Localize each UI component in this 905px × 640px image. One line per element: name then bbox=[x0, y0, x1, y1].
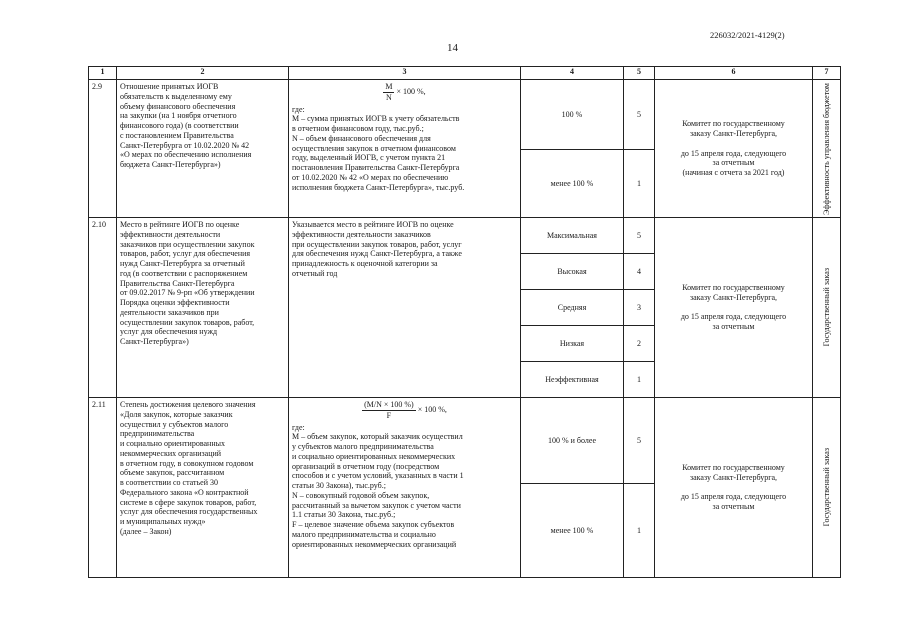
criterion-value: Максимальная bbox=[521, 218, 624, 254]
row-number: 2.11 bbox=[89, 398, 117, 578]
row-number: 2.10 bbox=[89, 218, 117, 398]
header-col-3: 3 bbox=[289, 67, 521, 80]
table-row bbox=[89, 218, 841, 254]
header-col-2: 2 bbox=[117, 67, 289, 80]
formula-tail: × 100 %, bbox=[396, 87, 426, 97]
table-header-row bbox=[89, 67, 841, 80]
method-text: где: M – объем закупок, который заказчик осуществил у субъектов малого предпринимательства и социально ориентированных некоммерческих организаций в отчетном году (посредством способов и с учетом условий, указанных в части 1 статьи 30 Закона), тыс.руб.; N – совокупный годовой объем закупок, рассчитанный за вычетом закупок с учетом части 1.1 статьи 30 Закона, тыс.руб.; F – целевое значение объема закупок субъектов малого предпринимательства и социально ориентированных некоммерческих организаций bbox=[292, 422, 464, 549]
criterion-value: Неэффективная bbox=[521, 362, 624, 398]
formula bbox=[292, 82, 517, 103]
criterion-score: 1 bbox=[624, 150, 655, 218]
calculation-method bbox=[289, 80, 521, 218]
calculation-method bbox=[289, 398, 521, 578]
header-col-1: 1 bbox=[89, 67, 117, 80]
indicator-name: Степень достижения целевого значения «Доля закупок, которые заказчик осуществил у субъектов малого предпринимательства и социально ориентированных некоммерческих организаций в отчетном году, в совокупном годовом объеме закупок, рассчитанном в соответствии со статьей 30 Федерального закона «О контрактной системе в сфере закупок товаров, работ, услуг для обеспечения государственных и муниципальных нужд» (далее – Закон) bbox=[117, 398, 289, 578]
criterion-value: 100 % и более bbox=[521, 398, 624, 484]
calculation-method: Указывается место в рейтинге ИОГВ по оценке эффективности деятельности заказчиков при осуществлении закупок товаров, работ, услуг для обеспечения нужд Санкт-Петербурга, а также принадлежность к оценочной категории за отчетный год bbox=[289, 218, 521, 398]
criterion-score: 5 bbox=[624, 80, 655, 150]
criterion-score: 1 bbox=[624, 362, 655, 398]
criterion-score: 5 bbox=[624, 398, 655, 484]
category-label: Государственный заказ bbox=[813, 398, 841, 578]
criterion-value: менее 100 % bbox=[521, 484, 624, 578]
criterion-value: Средняя bbox=[521, 290, 624, 326]
criterion-score: 3 bbox=[624, 290, 655, 326]
header-col-6: 6 bbox=[655, 67, 813, 80]
table-row bbox=[89, 80, 841, 150]
header-col-7: 7 bbox=[813, 67, 841, 80]
row-number: 2.9 bbox=[89, 80, 117, 218]
criterion-score: 4 bbox=[624, 254, 655, 290]
category-label: Эффективность управления бюджетом bbox=[813, 80, 841, 218]
category-label: Государственный заказ bbox=[813, 218, 841, 398]
responsible-and-deadline: Комитет по государственному заказу Санкт-Петербурга, до 15 апреля года, следующего за отчетным bbox=[655, 218, 813, 398]
indicator-name: Отношение принятых ИОГВ обязательств к выделенному ему объему финансового обеспечения на закупки (на 1 ноября отчетного финансового года) (в соответствии с постановлением Правительства Санкт-Петербурга от 10.02.2020 № 42 «О мерах по обеспечению исполнения бюджета Санкт-Петербурга») bbox=[117, 80, 289, 218]
criterion-value: менее 100 % bbox=[521, 150, 624, 218]
indicator-name: Место в рейтинге ИОГВ по оценке эффективности деятельности заказчиков при осуществлении закупок товаров, работ, услуг для обеспечения нужд Санкт-Петербурга за отчетный год (в соответствии с распоряжением Правительства Санкт-Петербурга от 09.02.2017 № 9-рп «Об утверждении Порядка оценки эффективности деятельности заказчиков при осуществлении закупок товаров, работ, услуг для обеспечения нужд Санкт-Петербурга») bbox=[117, 218, 289, 398]
formula-denominator: F bbox=[386, 410, 392, 420]
responsible-and-deadline: Комитет по государственному заказу Санкт-Петербурга, до 15 апреля года, следующего за отчетным bbox=[655, 398, 813, 578]
header-col-4: 4 bbox=[521, 67, 624, 80]
table-row bbox=[89, 398, 841, 484]
formula bbox=[292, 400, 517, 421]
formula-numerator: (M/N × 100 %) bbox=[364, 400, 414, 409]
criterion-value: Высокая bbox=[521, 254, 624, 290]
criterion-score: 5 bbox=[624, 218, 655, 254]
responsible-and-deadline: Комитет по государственному заказу Санкт-Петербурга, до 15 апреля года, следующего за отчетным (начиная с отчета за 2021 год) bbox=[655, 80, 813, 218]
criterion-score: 1 bbox=[624, 484, 655, 578]
header-col-5: 5 bbox=[624, 67, 655, 80]
criterion-value: Низкая bbox=[521, 326, 624, 362]
indicators-table bbox=[88, 66, 841, 578]
criterion-score: 2 bbox=[624, 326, 655, 362]
criterion-value: 100 % bbox=[521, 80, 624, 150]
formula-tail: × 100 %, bbox=[417, 405, 447, 415]
page-number: 14 bbox=[447, 42, 458, 54]
formula-numerator: M bbox=[385, 82, 393, 91]
formula-denominator: N bbox=[386, 92, 392, 102]
document-number: 226032/2021-4129(2) bbox=[710, 30, 785, 40]
method-text: где: M – сумма принятых ИОГВ к учету обязательств в отчетном финансовом году, тыс.руб.; N – объем финансового обеспечения для осуществления закупок в отчетном финансовом году, выделенный ИОГВ, с учетом пункта 21 постановления Правительства Санкт-Петербурга от 10.02.2020 № 42 «О мерах по обеспечению исполнения бюджета Санкт-Петербурга», тыс.руб. bbox=[292, 104, 465, 192]
